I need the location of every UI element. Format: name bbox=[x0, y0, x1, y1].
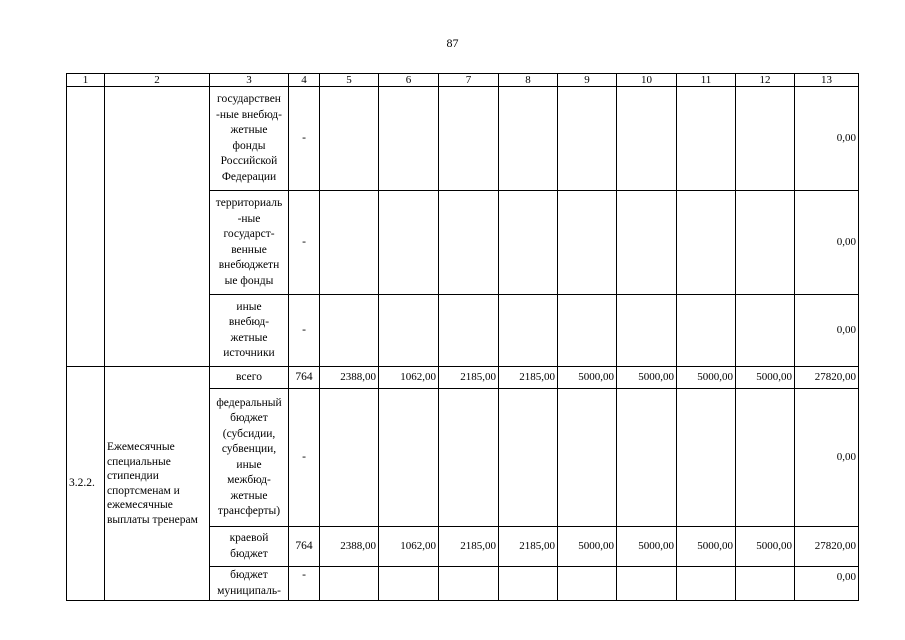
item-code: 3.2.2. bbox=[67, 367, 105, 601]
source-label: иные внебюд- жетные источники bbox=[223, 300, 275, 359]
total-cell: 0,00 bbox=[795, 567, 859, 601]
total-cell: 0,00 bbox=[795, 191, 859, 295]
title-cell-empty bbox=[105, 87, 210, 367]
col4-cell: - bbox=[289, 295, 320, 367]
value-cell: 2185,00 bbox=[499, 367, 558, 389]
header-row bbox=[67, 74, 859, 87]
header-cell: 3 bbox=[210, 74, 289, 87]
budget-table bbox=[66, 73, 859, 601]
header-cell: 12 bbox=[736, 74, 795, 87]
source-cell bbox=[210, 389, 289, 527]
col4-cell: - bbox=[289, 567, 320, 601]
value-cell: 2185,00 bbox=[499, 527, 558, 567]
source-cell bbox=[210, 367, 289, 389]
header-cell: 11 bbox=[677, 74, 736, 87]
value-cell: 1062,00 bbox=[379, 367, 439, 389]
header-cell: 9 bbox=[558, 74, 617, 87]
value-cell: 2388,00 bbox=[320, 367, 379, 389]
col4-cell: - bbox=[289, 191, 320, 295]
value-cell: 2185,00 bbox=[439, 527, 499, 567]
source-label: бюджет муниципаль- bbox=[217, 569, 281, 597]
total-cell: 0,00 bbox=[795, 389, 859, 527]
header-cell: 1 bbox=[67, 74, 105, 87]
header-cell: 10 bbox=[617, 74, 677, 87]
value-cell: 2388,00 bbox=[320, 527, 379, 567]
value-cell: 5000,00 bbox=[558, 527, 617, 567]
table-row bbox=[67, 367, 859, 389]
source-label: краевой бюджет bbox=[229, 532, 269, 560]
header-cell: 5 bbox=[320, 74, 379, 87]
item-title: Ежемесячные специальные стипендии спортсменам и ежемесячные выплаты тренерам bbox=[105, 367, 210, 601]
col4-cell: - bbox=[289, 87, 320, 191]
value-cell: 5000,00 bbox=[736, 367, 795, 389]
source-cell bbox=[210, 191, 289, 295]
source-label: всего bbox=[236, 371, 262, 383]
header-cell: 4 bbox=[289, 74, 320, 87]
page-number: 87 bbox=[446, 36, 459, 50]
source-cell bbox=[210, 527, 289, 567]
header-cell: 7 bbox=[439, 74, 499, 87]
header-cell: 6 bbox=[379, 74, 439, 87]
value-cell: 5000,00 bbox=[677, 527, 736, 567]
source-label: государствен -ные внебюд- жетные фонды Российской Федерации bbox=[216, 93, 282, 183]
total-cell: 27820,00 bbox=[795, 367, 859, 389]
header-cell: 8 bbox=[499, 74, 558, 87]
value-cell: 5000,00 bbox=[617, 527, 677, 567]
table-row bbox=[67, 87, 859, 191]
value-cell: 5000,00 bbox=[617, 367, 677, 389]
col4-cell: 764 bbox=[289, 527, 320, 567]
code-cell-empty bbox=[67, 87, 105, 367]
source-cell bbox=[210, 295, 289, 367]
value-cell: 2185,00 bbox=[439, 367, 499, 389]
source-cell bbox=[210, 567, 289, 601]
source-cell bbox=[210, 87, 289, 191]
total-cell: 27820,00 bbox=[795, 527, 859, 567]
value-cell: 1062,00 bbox=[379, 527, 439, 567]
header-cell: 13 bbox=[795, 74, 859, 87]
col4-cell: 764 bbox=[289, 367, 320, 389]
value-cell: 5000,00 bbox=[736, 527, 795, 567]
col4-cell: - bbox=[289, 389, 320, 527]
total-cell: 0,00 bbox=[795, 87, 859, 191]
source-label: федеральный бюджет (субсидии, субвенции, иные межбюд- жетные трансферты) bbox=[216, 396, 282, 517]
total-cell: 0,00 bbox=[795, 295, 859, 367]
source-label: территориаль -ные государст- венные внебюджетн ые фонды bbox=[215, 197, 283, 287]
value-cell: 5000,00 bbox=[558, 367, 617, 389]
header-cell: 2 bbox=[105, 74, 210, 87]
value-cell: 5000,00 bbox=[677, 367, 736, 389]
